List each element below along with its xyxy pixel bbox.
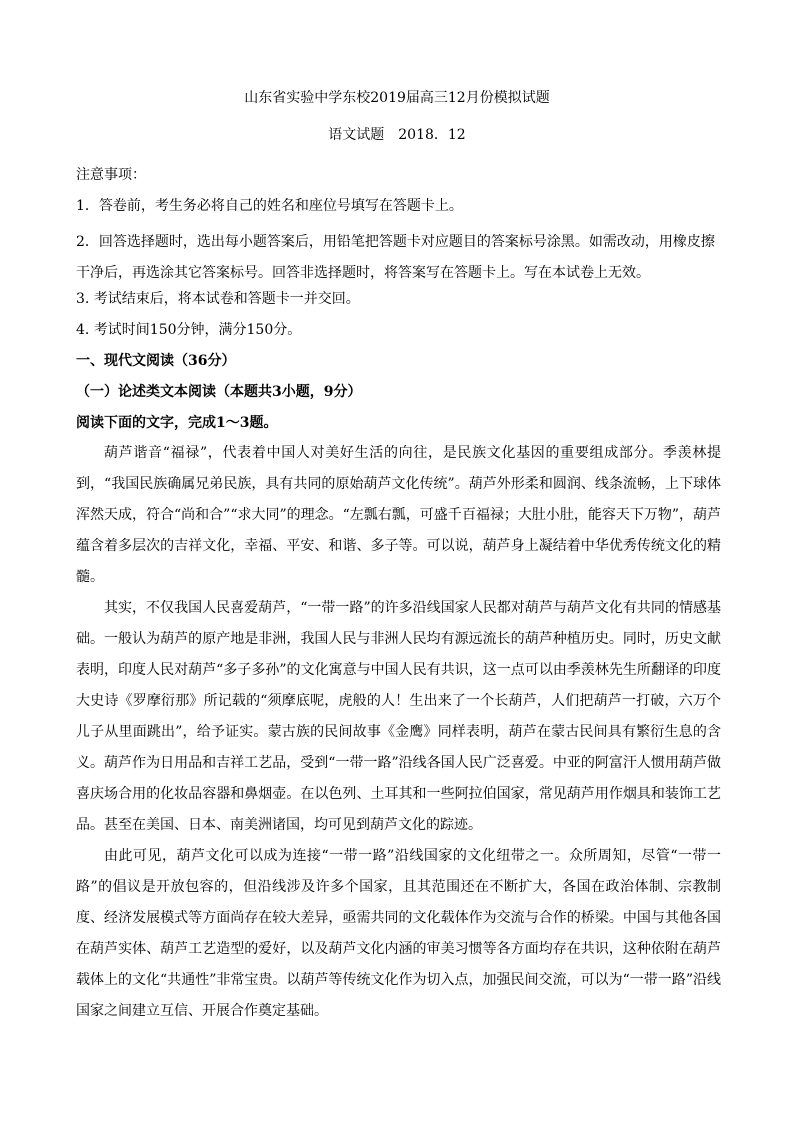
paragraph-text: 由此可见，葫芦文化可以成为连接“一带一路”沿线国家的文化纽带之一。众所周知，尽管“一带一路”的倡议是开放包容的，但沿线涉及许多个国家，且其范围还在不断扩大，各国在政治体制、宗教制度、经济发展模式等方面尚存在较大差异，亟需共同的文化载体作为交流与合作的桥梁。中国与其他各国在葫芦实体、葫芦工艺造型的爱好，以及葫芦文化内涵的审美习惯等各方面均存在共识，这种依附在葫芦载体上的文化“共通性”非常宝贵。以葫芦等传统文化作为切入点，加强民间交流，可以为“一带一路”沿线国家之间建立互信、开展合作奠定基础。 bbox=[76, 848, 721, 1019]
passage-paragraph bbox=[76, 438, 721, 593]
section-heading: 一、现代文阅读（36分） bbox=[76, 353, 236, 369]
notice-item: 2．回答选择题时，选出每小题答案后，用铅笔把答题卡对应题目的答案标号涂黑。如需改动，用橡皮擦干净后，再选涂其它答案标号。回答非选择题时，将答案写在答题卡上。写在本试卷上无效。 bbox=[76, 234, 715, 281]
passage-paragraph bbox=[76, 593, 721, 841]
exam-subtitle: 语文试题 2018．12 bbox=[328, 127, 466, 143]
notice-item: 1．答卷前，考生务必将自己的姓名和座位号填写在答题卡上。 bbox=[76, 198, 463, 214]
notice-heading: 注意事项： bbox=[76, 167, 146, 183]
notice-item: 3. 考试结束后，将本试卷和答题卡一并交回。 bbox=[76, 291, 360, 307]
passage-paragraph bbox=[76, 841, 721, 1027]
subsection-heading: （一）论述类文本阅读（本题共3小题，9分） bbox=[76, 384, 362, 400]
notice-item: 4. 考试时间150分钟，满分150分。 bbox=[76, 322, 302, 338]
reading-instruction: 阅读下面的文字，完成1～3题。 bbox=[76, 415, 278, 431]
paragraph-text: 其实，不仅我国人民喜爱葫芦，“一带一路”的许多沿线国家人民都对葫芦与葫芦文化有共同的情感基础。一般认为葫芦的原产地是非洲，我国人民与非洲人民均有源远流长的葫芦种植历史。同时，历史文献表明，印度人民对葫芦“多子多孙”的文化寓意与中国人民有共识，这一点可以由季羡林先生所翻译的印度大史诗《罗摩衍那》所记载的“须摩底呢，虎般的人！生出来了一个长葫芦，人们把葫芦一打破，六万个儿子从里面跳出”，给予证实。蒙古族的民间故事《金鹰》同样表明，葫芦在蒙古民间具有繁衍生息的含义。葫芦作为日用品和吉祥工艺品，受到“一带一路”沿线各国人民广泛喜爱。中亚的阿富汗人惯用葫芦做喜庆场合用的化妆品容器和鼻烟壶。在以色列、土耳其和一些阿拉伯国家，常见葫芦用作烟具和装饰工艺品。甚至在美国、日本、南美洲诸国，均可见到葫芦文化的踪迹。 bbox=[76, 600, 721, 833]
paragraph-text: 葫芦谐音“福禄”，代表着中国人对美好生活的向往，是民族文化基因的重要组成部分。季羡林提到，“我国民族确属兄弟民族，具有共同的原始葫芦文化传统”。葫芦外形柔和圆润、线条流畅，上下球体浑然天成，符合“尚和合”“求大同”的理念。“左瓢右瓢，可盛千百福禄；大肚小肚，能容天下万物”，葫芦蕴含着多层次的吉祥文化，幸福、平安、和谐、多子等。可以说，葫芦身上凝结着中华优秀传统文化的精髓。 bbox=[76, 445, 721, 585]
exam-title: 山东省实验中学东校2019届高三12月份模拟试题 bbox=[244, 90, 550, 106]
